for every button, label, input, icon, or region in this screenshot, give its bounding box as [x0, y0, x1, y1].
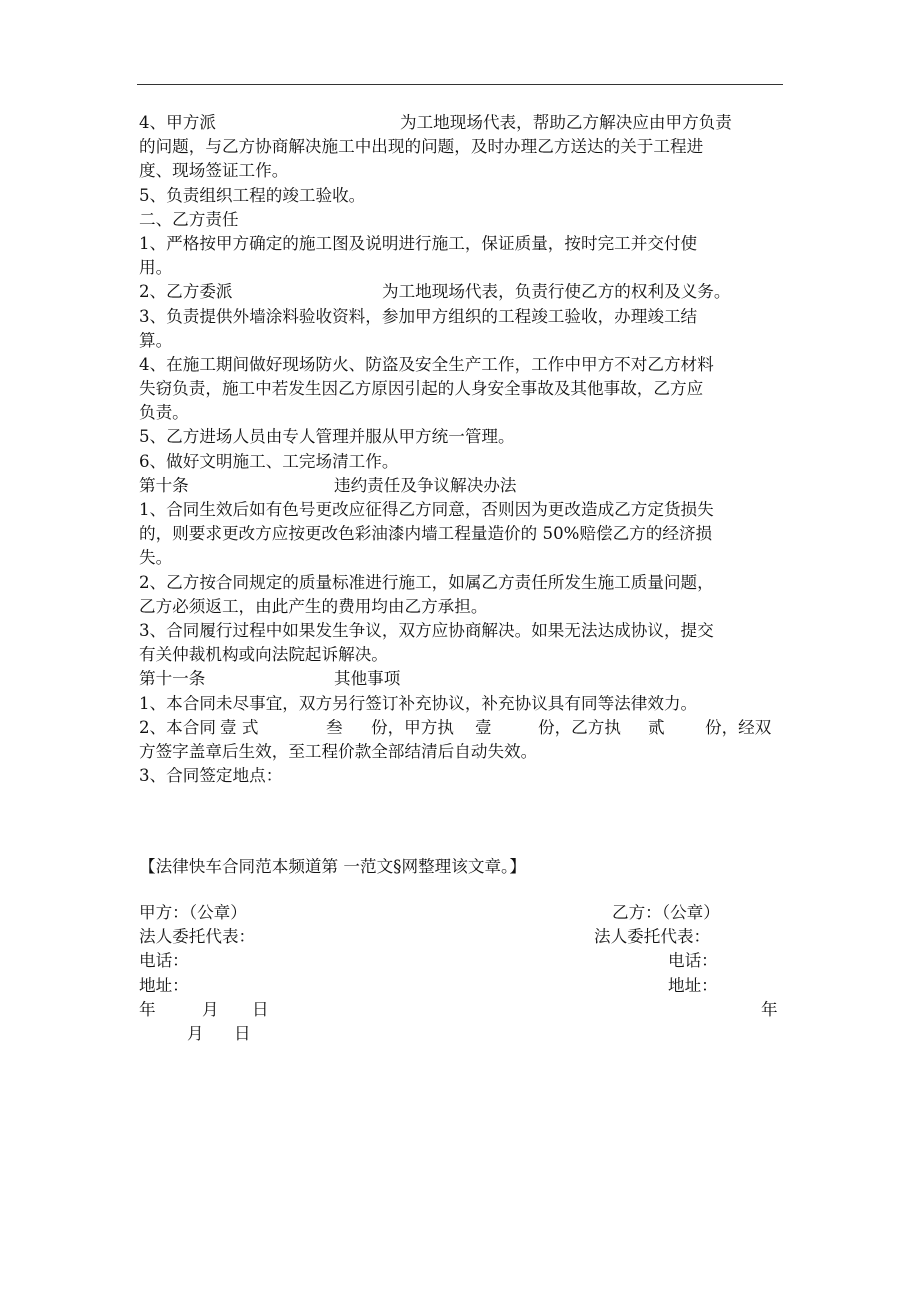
text-line: 用。 — [139, 258, 173, 278]
party-b-day: 日 — [234, 1023, 251, 1043]
party-b-rep: 法人委托代表： — [594, 927, 711, 947]
text-line: 3、合同履行过程中如果发生争议，双方应协商解决。如果无法达成协议，提交 — [139, 620, 714, 640]
party-a-rep: 法人委托代表： — [139, 927, 256, 947]
party-b-address: 地址： — [668, 975, 718, 995]
text-line: 1、严格按甲方确定的施工图及说明进行施工，保证质量，按时完工并交付使 — [139, 233, 698, 253]
text-line — [139, 716, 781, 740]
text-line — [139, 280, 781, 304]
copies-count: 叁 — [326, 717, 343, 737]
party-a-month: 月 — [202, 999, 219, 1019]
text-line: 5、乙方进场人员由专人管理并服从甲方统一管理。 — [139, 427, 515, 447]
text-line: 乙方必须返工，由此产生的费用均由乙方承担。 — [139, 596, 488, 616]
party-a-day: 日 — [252, 999, 269, 1019]
clause-text: 为工地现场代表，帮助乙方解决应由甲方负责 — [400, 113, 732, 132]
header-rule — [137, 84, 783, 85]
party-b-phone: 电话： — [668, 951, 718, 971]
party-a-seal: 甲方：（公章） — [139, 903, 247, 922]
party-a-address: 地址： — [139, 975, 189, 995]
copies-party-a: 壹 — [475, 717, 492, 737]
clause-text: 份，经双 — [705, 717, 772, 737]
party-a-year: 年 — [139, 999, 156, 1019]
article-number: 第十一条 — [139, 669, 206, 689]
text-line: 2、乙方按合同规定的质量标准进行施工，如属乙方责任所发生施工质量问题， — [139, 572, 714, 592]
signature-row — [139, 925, 781, 949]
party-b-seal: 乙方：（公章） — [612, 903, 720, 922]
party-b-year: 年 — [761, 999, 778, 1019]
signature-row — [139, 901, 781, 925]
text-line: 3、合同签定地点： — [139, 766, 283, 786]
article-heading — [139, 474, 781, 498]
source-note: 【法律快车合同范本频道第 一范文§网整理该文章。】 — [139, 857, 526, 876]
copies-party-b: 贰 — [648, 717, 665, 737]
text-line: 的问题，与乙方协商解决施工中出现的问题，及时办理乙方送达的关于工程进 — [139, 137, 704, 157]
clause-text: 份，甲方执 — [371, 717, 454, 737]
contract-body — [139, 111, 781, 788]
text-line: 的，则要求更改方应按更改色彩油漆内墙工程量造价的 50%赔偿乙方的经济损 — [139, 524, 713, 544]
party-a-phone: 电话： — [139, 951, 189, 971]
article-number: 第十条 — [139, 475, 189, 495]
copies-total: 壹 式 — [220, 717, 259, 737]
clause-text: 4、甲方派 — [139, 113, 216, 132]
clause-text: 2、本合同 — [139, 717, 216, 737]
text-line: 算。 — [139, 330, 173, 350]
text-line: 3、负责提供外墙涂料验收资料，参加甲方组织的工程竣工验收，办理竣工结 — [139, 306, 698, 326]
clause-text: 份，乙方执 — [538, 717, 621, 737]
article-title: 其他事项 — [334, 669, 401, 689]
text-line: 失。 — [139, 548, 173, 568]
article-title: 违约责任及争议解决办法 — [334, 475, 517, 495]
date-row — [139, 998, 781, 1022]
text-line: 度、现场签证工作。 — [139, 161, 289, 181]
clause-text: 2、乙方委派 — [139, 282, 233, 302]
section-heading: 二、乙方责任 — [139, 209, 239, 229]
article-heading — [139, 667, 781, 691]
text-line: 负责。 — [139, 403, 189, 423]
text-line: 1、本合同未尽事宜，双方另行签订补充协议，补充协议具有同等法律效力。 — [139, 693, 698, 713]
text-line: 1、合同生效后如有色号更改应征得乙方同意，否则因为更改造成乙方定货损失 — [139, 500, 714, 519]
signature-block — [139, 901, 781, 1046]
text-line: 5、负责组织工程的竣工验收。 — [139, 185, 366, 205]
text-line: 4、在施工期间做好现场防火、防盗及安全生产工作，工作中甲方不对乙方材料 — [139, 354, 714, 374]
date-row — [139, 1022, 781, 1046]
party-b-month: 月 — [187, 1023, 204, 1043]
text-line: 6、做好文明施工、工完场清工作。 — [139, 451, 399, 471]
signature-row — [139, 949, 781, 973]
text-line: 方签字盖章后生效，至工程价款全部结清后自动失效。 — [139, 741, 538, 761]
text-line: 失窃负责，施工中若发生因乙方原因引起的人身安全事故及其他事故，乙方应 — [139, 379, 704, 399]
text-line — [139, 111, 781, 135]
text-line: 有关仲裁机构或向法院起诉解决。 — [139, 645, 388, 665]
clause-text: 为工地现场代表，负责行使乙方的权利及义务。 — [382, 282, 731, 302]
signature-row — [139, 974, 781, 998]
